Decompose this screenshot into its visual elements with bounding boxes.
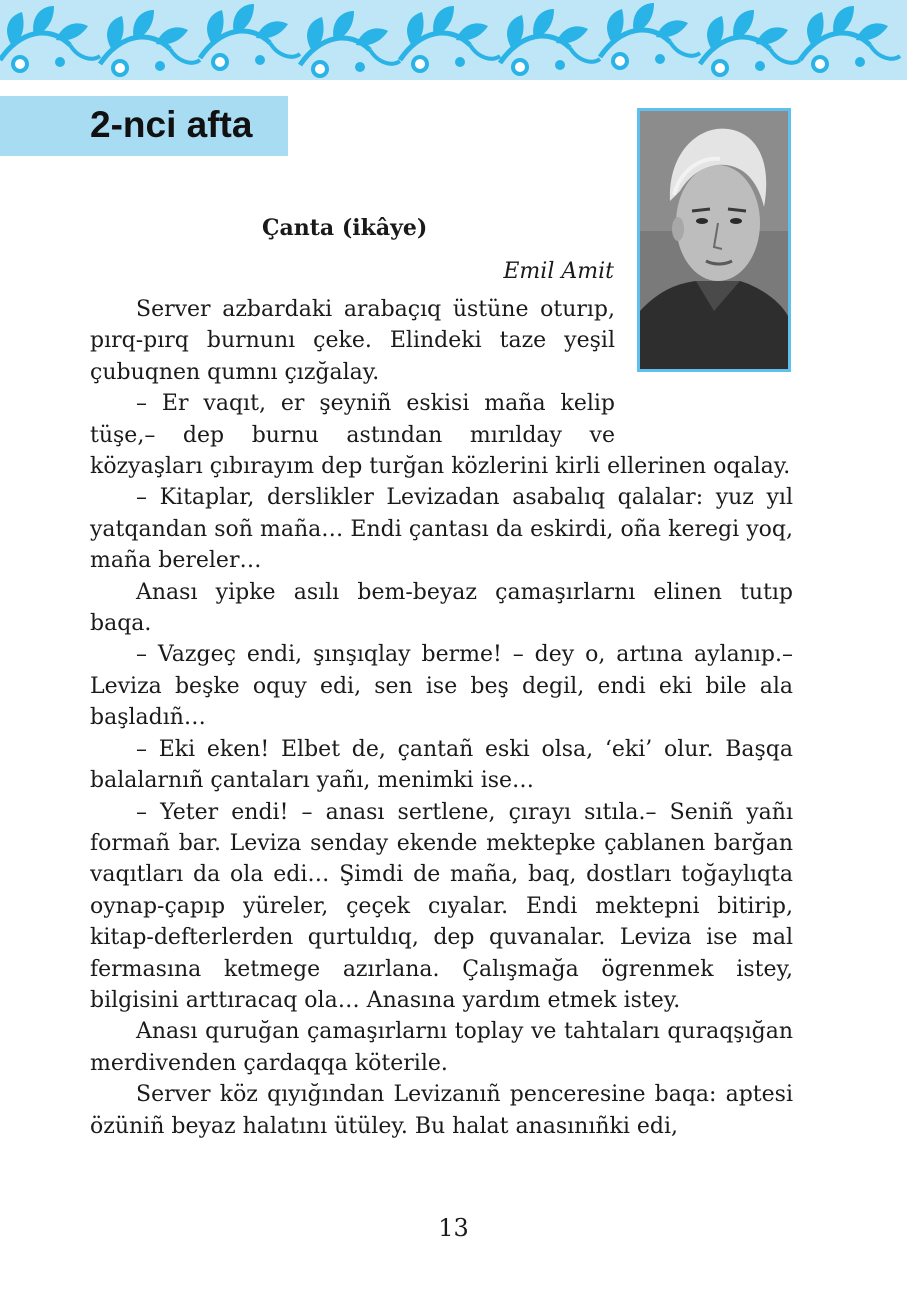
paragraph: Server köz qıyığından Levizanıñ penceresine baqa: aptesi özüniñ beyaz halatını ütüley. Bu halat anasınıñki edi, [90, 1082, 793, 1139]
week-title: 2-nci afta [90, 104, 253, 145]
paragraph: – Vazgeç endi, şınşıqlay berme! – dey o, artına aylanıp.– Leviza beşke oquy edi, sen ise beş degil, endi eki bile ala başladıñ… [90, 642, 793, 731]
page-number: 13 [438, 1214, 469, 1242]
story-title: Çanta (ikâye) [262, 215, 428, 241]
paragraph: Server azbardaki arabaçıq üstüne oturıp, pırq-pırq burnunı çeke. Elindeki taze yeşil çubuqnen qumnı çızğalay. [90, 297, 615, 385]
story-body [90, 294, 793, 1142]
paragraph: – Yeter endi! – anası sertlene, çırayı sıtıla.– Seniñ yañı formañ bar. Leviza senday ekende mektepke çablanen barğan vaqıtları da ola edi… Şimdi de maña, baq, dostları toğaylıqta oynap-çapıp yüreler, çeçek cıyalar. Endi mektepni bitirip, kitap-defterlerden qurtuldıq, dep quvanalar. Leviza ise mal fermasına ketmege azırlana. Çalışmağa ögrenmek istey, bilgisini arttıracaq ola… Anasına yardım etmek istey. [90, 799, 793, 1013]
portrait-text-wrap-spacer [615, 294, 793, 424]
decorative-floral-border [0, 0, 907, 80]
paragraph: – Er vaqıt, er şeyniñ eskisi maña kelip tüşe,– dep burnu astından mırılday ve közyaşları çıbırayım dep turğan közlerini kirli ellerinen oqalay. [90, 391, 791, 480]
author-name: Emil Amit [503, 259, 614, 284]
floral-pattern-icon [0, 0, 907, 80]
paragraph: – Kitaplar, derslikler Levizadan asabalıq qalalar: yuz yıl yatqandan soñ maña… Endi çantası da eskirdi, oña keregi yoq, maña bereler… [90, 485, 793, 574]
paragraph: – Eki eken! Elbet de, çantañ eski olsa, ‘eki’ olur. Başqa balalarnıñ çantaları yañı, menimki ise… [90, 736, 793, 794]
paragraph: Anası quruğan çamaşırlarnı toplay ve tahtaları quraqşığan merdivenden çardaqqa köterile. [90, 1019, 793, 1076]
paragraph: Anası yipke asılı bem-beyaz çamaşırlarnı elinen tutıp baqa. [90, 579, 793, 637]
